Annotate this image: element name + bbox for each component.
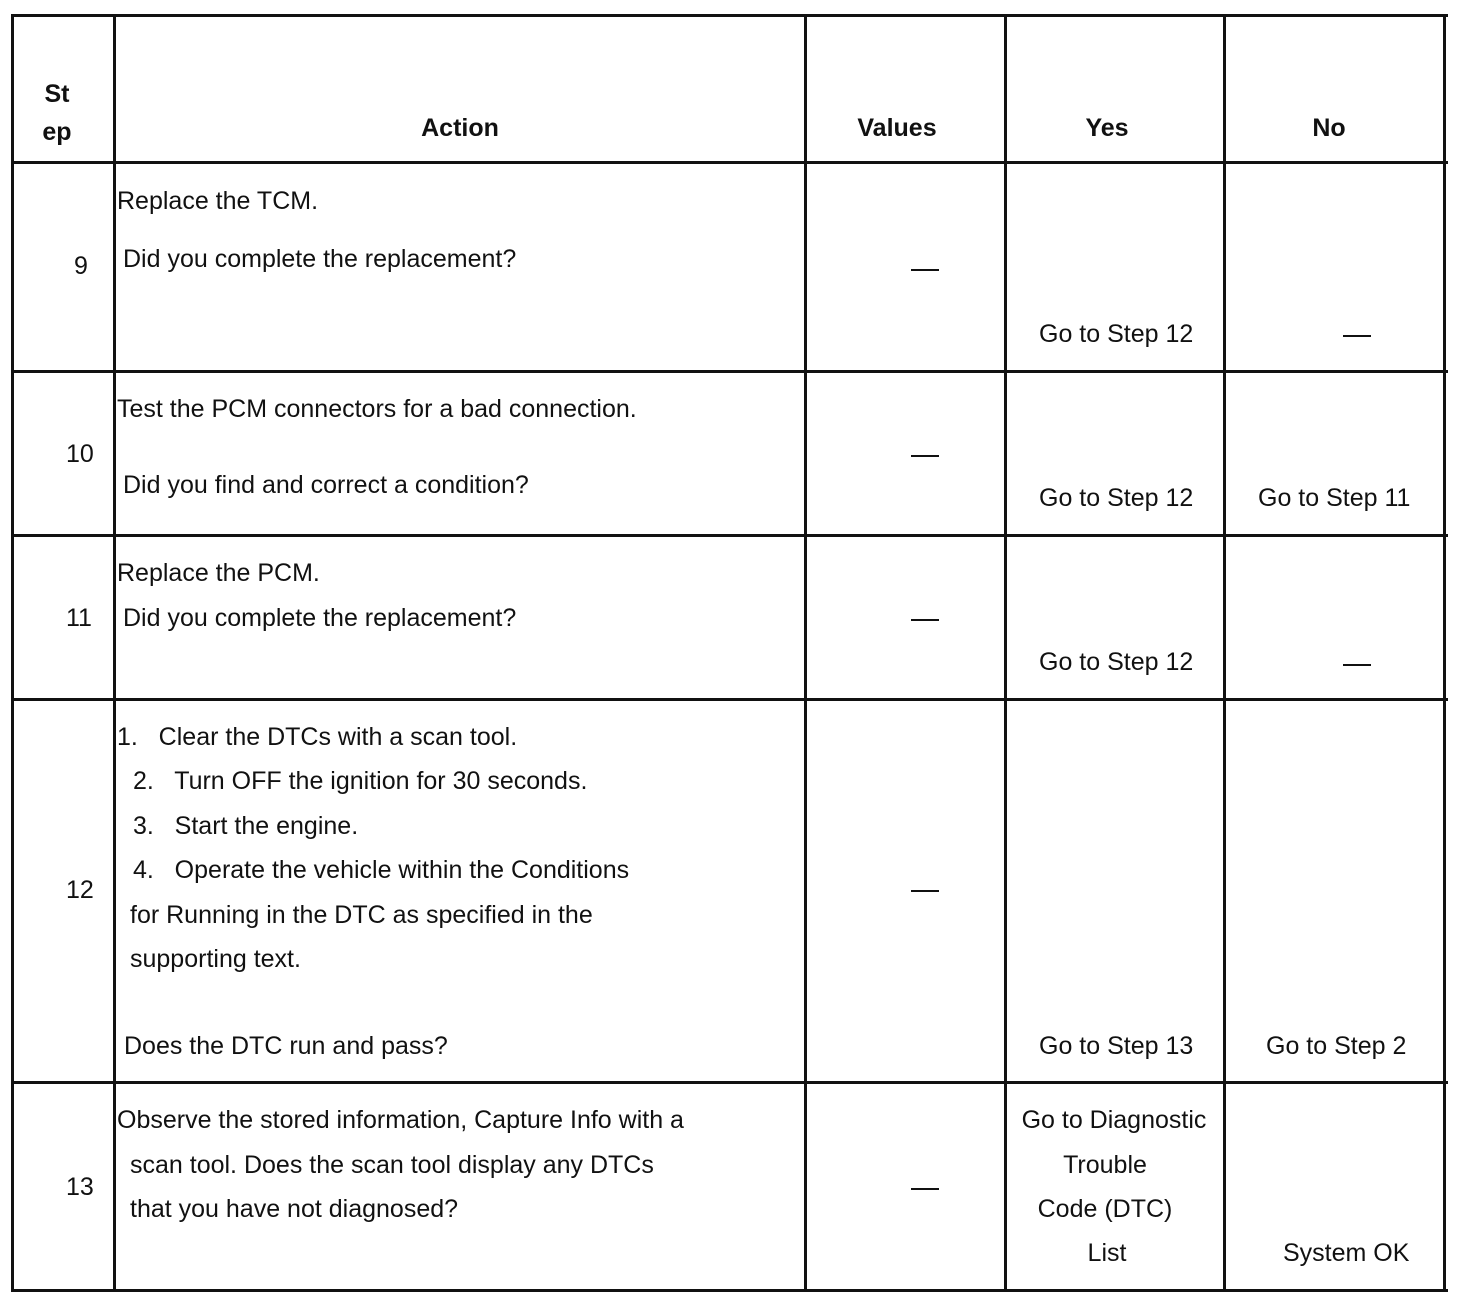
row-divider xyxy=(11,534,1448,537)
column-divider xyxy=(113,14,116,1292)
column-divider xyxy=(1004,14,1007,1292)
action-line: supporting text. xyxy=(130,945,301,973)
no-outcome xyxy=(1343,664,1371,666)
action-line: that you have not diagnosed? xyxy=(130,1195,459,1223)
header-step: St ep xyxy=(42,80,72,146)
action-line: Did you find and correct a condition? xyxy=(123,471,529,499)
row-divider xyxy=(11,370,1448,373)
yes-outcome: Go to Step 13 xyxy=(1039,1032,1194,1060)
action-line: Did you complete the replacement? xyxy=(123,604,517,632)
yes-outcome-line: List xyxy=(1087,1239,1127,1267)
action-line: 2. Turn OFF the ignition for 30 seconds. xyxy=(133,767,588,795)
action-line: Does the DTC run and pass? xyxy=(124,1032,448,1060)
action-line: for Running in the DTC as specified in the xyxy=(130,901,593,929)
header-no: No xyxy=(1312,114,1346,142)
yes-outcome-line: Trouble xyxy=(1063,1151,1147,1179)
diagnostic-table xyxy=(11,14,1448,1292)
step-number: 12 xyxy=(66,876,94,904)
no-outcome: System OK xyxy=(1283,1239,1410,1267)
column-divider xyxy=(1223,14,1226,1292)
row-divider xyxy=(11,1081,1448,1084)
action-line: 1. Clear the DTCs with a scan tool. xyxy=(117,723,518,751)
action-line: Test the PCM connectors for a bad connection. xyxy=(117,395,637,423)
no-outcome xyxy=(1343,335,1371,337)
yes-outcome-line: Code (DTC) xyxy=(1037,1195,1173,1223)
action-line: Observe the stored information, Capture Info with a xyxy=(117,1106,684,1134)
step-number: 11 xyxy=(66,604,92,632)
yes-outcome: Go to Step 12 xyxy=(1039,320,1194,348)
values-dash xyxy=(911,1188,939,1190)
no-outcome: Go to Step 11 xyxy=(1258,484,1411,512)
header-action: Action xyxy=(421,114,499,142)
step-number: 9 xyxy=(74,252,88,280)
table-border-bottom xyxy=(11,1289,1448,1292)
column-divider xyxy=(11,14,14,1292)
row-divider xyxy=(11,161,1448,164)
row-divider xyxy=(11,698,1448,701)
yes-outcome: Go to Step 12 xyxy=(1039,484,1194,512)
action-line: Replace the PCM. xyxy=(117,559,320,587)
action-line: Replace the TCM. xyxy=(117,187,319,215)
values-dash xyxy=(911,269,939,271)
column-divider xyxy=(1443,14,1446,1292)
values-dash xyxy=(911,890,939,892)
column-divider xyxy=(804,14,807,1292)
step-number: 13 xyxy=(66,1173,94,1201)
yes-outcome-line: Go to Diagnostic xyxy=(1021,1106,1207,1134)
table-border-top xyxy=(11,14,1448,17)
action-line: Did you complete the replacement? xyxy=(123,245,517,273)
header-values: Values xyxy=(857,114,937,142)
no-outcome: Go to Step 2 xyxy=(1266,1032,1407,1060)
action-line: 4. Operate the vehicle within the Conditions xyxy=(133,856,630,884)
step-number: 10 xyxy=(66,440,94,468)
action-line: 3. Start the engine. xyxy=(133,812,359,840)
values-dash xyxy=(911,619,939,621)
action-line: scan tool. Does the scan tool display any DTCs xyxy=(130,1151,654,1179)
values-dash xyxy=(911,455,939,457)
header-yes: Yes xyxy=(1085,114,1129,142)
yes-outcome: Go to Step 12 xyxy=(1039,648,1194,676)
